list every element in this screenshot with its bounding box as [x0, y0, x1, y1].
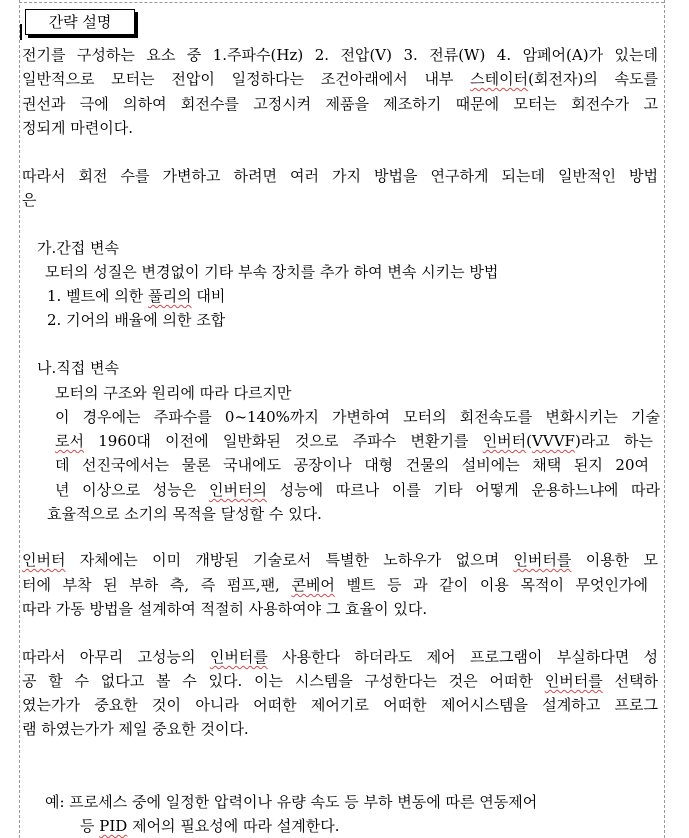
text-run: 년 이상으로 성능은 [55, 481, 209, 499]
text-run: 램 하였는가가 제일 중요한 것이다. [22, 720, 249, 738]
text-run: 선택하 [602, 672, 658, 690]
text-run: 권선과 극에 의하여 회전수를 고정시켜 제품을 제조하기 때문에 모터는 회전수가 고 [22, 95, 658, 113]
text-run: 대비 [191, 287, 226, 305]
para3-line3 [22, 599, 427, 619]
text-run: 전기를 구성하는 요소 중 1.주파수(Hz) 2. 전압(V) 3. 전류(W) 4. 암페어(A)가 있는데 [22, 46, 658, 64]
para1-line2 [22, 69, 658, 89]
text-run: 자체에는 이미 개방된 기술로서 특별한 노하우가 없으며 [65, 551, 514, 569]
section-na-line6 [47, 504, 322, 524]
text-run: 나.직접 변속 [37, 359, 119, 377]
text-run: 등 [80, 817, 100, 835]
text-run: 벨트 등 과 같이 이용 목적이 무엇인가에 [334, 576, 649, 594]
spell-flagged-word: 인버터를 [513, 551, 572, 569]
text-run: (회전자)의 속도를 [528, 70, 659, 88]
section-ga-desc [45, 262, 498, 282]
spell-flagged-word: 로서 [55, 432, 84, 450]
para4-line4 [22, 719, 249, 739]
section-title-box: 간략 설명 [25, 9, 135, 35]
text-run: 은 [22, 191, 37, 209]
spell-flagged-word: VVVF [532, 432, 575, 450]
section-na-line3 [55, 431, 653, 451]
page-border-top [19, 2, 664, 3]
para4-line2 [22, 671, 658, 691]
para1-line3 [22, 94, 658, 114]
para2-line2 [22, 190, 37, 210]
spell-flagged-word: 인버터의 [208, 481, 267, 499]
spell-flagged-word: 인버터를 [544, 672, 603, 690]
text-run: 모터의 성질은 변경없이 기타 부속 장치를 추가 하여 변속 시키는 방법 [45, 263, 499, 281]
section-na-line4 [55, 455, 649, 475]
section-na-line5 [55, 480, 660, 500]
text-run: 1960대 이전에 일반화된 것으로 주파수 변환기를 [83, 432, 483, 450]
text-run: 였는가가 중요한 것이 아니라 어떠한 제어기로 어떠한 제어시스템을 설계하고 프로그 [22, 696, 658, 714]
spell-flagged-word: 풀리의 [148, 287, 192, 305]
example-line1 [45, 792, 537, 812]
para1-line1 [22, 45, 658, 65]
para3-line2 [22, 575, 648, 595]
para2-line1 [22, 166, 658, 186]
text-run: 제어의 필요성에 따라 설계한다. [127, 817, 340, 835]
para1-line4 [22, 118, 133, 138]
spell-flagged-word: 인버터를 [209, 648, 268, 666]
text-run: 예: 프로세스 중에 일정한 압력이나 유량 속도 등 부하 변동에 따른 연동제어 [45, 793, 538, 811]
para3-line1 [22, 550, 658, 570]
text-run: 정되게 마련이다. [22, 119, 133, 137]
spell-flagged-word: 인버터 [482, 432, 527, 450]
section-na-heading [37, 358, 119, 378]
text-run: 모터의 구조와 원리에 따라 다르지만 [55, 384, 292, 402]
spell-flagged-word: PID [99, 817, 128, 835]
spell-flagged-word: 콘베어 [291, 576, 335, 594]
page-border-left [19, 0, 20, 838]
text-run: )라고 하는 [574, 432, 653, 450]
text-run: 따라서 아무리 고성능의 [22, 648, 210, 666]
para4-line1 [22, 647, 658, 667]
section-ga-item1 [47, 286, 225, 306]
text-run: 따라 가동 방법을 설계하여 적절히 사용하여야 그 효율이 있다. [22, 600, 428, 618]
section-na-line1 [55, 383, 291, 403]
text-run: 데 선진국에서는 물론 국내에도 공장이나 대형 건물의 설비에는 채택 된지 20여 [55, 456, 649, 474]
spell-flagged-word: 인버터 [22, 551, 66, 569]
section-ga-heading [37, 238, 119, 258]
text-run: 효율적으로 소기의 목적을 달성할 수 있다. [47, 505, 322, 523]
page-border-right [664, 0, 665, 838]
text-run: 성능에 따르나 이를 기타 어떻게 운용하느냐에 따라 [266, 481, 660, 499]
text-run: 사용한다 하더라도 제어 프로그램이 부실하다면 성 [267, 648, 658, 666]
text-run: 공 할 수 없다고 볼 수 있다. 이는 시스템을 구성한다는 것은 어떠한 [22, 672, 545, 690]
text-run: 이용한 모 [571, 551, 658, 569]
para4-line3 [22, 695, 658, 715]
text-run: 터에 부착 된 부하 측, 즉 펌프,팬, [22, 576, 292, 594]
text-run: 가.간접 변속 [37, 239, 119, 257]
text-cursor [20, 24, 22, 40]
text-run: 따라서 회전 수를 가변하고 하려면 여러 가지 방법을 연구하게 되는데 일반적인 방법 [22, 167, 658, 185]
text-run: 이 경우에는 주파수를 0~140%까지 가변하여 모터의 회전속도를 변화시키는 기술 [55, 408, 660, 426]
spell-flagged-word: 스테이터 [470, 70, 529, 88]
text-run: 1. 벨트에 의한 [47, 287, 149, 305]
text-run: 2. 기어의 배율에 의한 조합 [47, 311, 226, 329]
text-run: ( [526, 432, 533, 450]
section-na-line2 [55, 407, 660, 427]
example-line2 [80, 816, 340, 836]
text-run: 일반적으로 모터는 전압이 일정하다는 조건아래에서 내부 [22, 70, 471, 88]
section-ga-item2 [47, 310, 225, 330]
